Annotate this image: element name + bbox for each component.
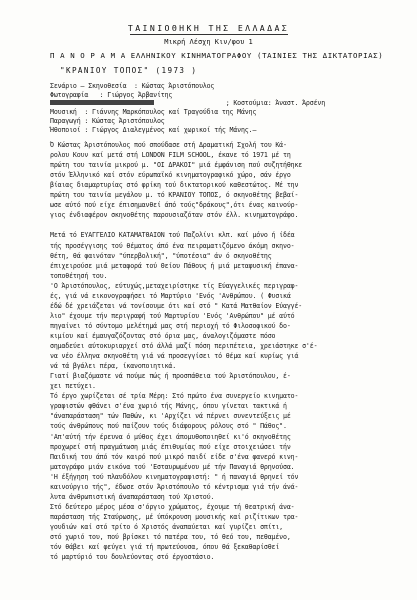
body-line: γουδιών καί στό τρίτο ό Χριστός άναπαύεται καί γυρίζει σπίτι, bbox=[50, 522, 284, 531]
body-line: βίαιας διαμαρτυρίας στό φρίκη τού δικτατορικού καθεστώτος. Μέ την bbox=[50, 181, 299, 190]
credit-line: Φωτογραφία : Γιώργος Άρβανίτης bbox=[50, 91, 173, 99]
body-line: τούς άνθρώπους πού παίζουν τούς διάφορους ρόλους στό " Πάθος". bbox=[50, 422, 287, 431]
archive-title: ΤΑΙΝΙΟΘΗΚΗ ΤΗΣ ΕΛΛΑΔΑΣ bbox=[127, 23, 290, 33]
body-line: χει πετύχει. bbox=[50, 382, 96, 391]
body-line: νά τά βγάλει πέρα, ίκανοποιητικά. bbox=[50, 362, 177, 371]
body-line: τόν θάβει καί φεύγει γιά τή πρωτεύουσα, όπου θά ξεκαθαρίσθεί bbox=[50, 543, 280, 551]
film-title: "ΚΡΑΝΙΟΥ ΤΟΠΟΣ" (1973 ) bbox=[60, 66, 198, 75]
body-line: λυτα άνθρωπιστική άναπαράσταση τού Χριστού. bbox=[50, 492, 215, 501]
credit-line: ; Κοστούμια: Άναστ. Άρσένη bbox=[50, 99, 326, 107]
body-line: 'Η έξήγηση τού πλαυδόλου κινηματογραφιστή: " ή παναγιά θρηνεί τόν bbox=[50, 472, 299, 481]
body-line: 'Απ'αύτή τήν έρευνα ό μύθος έχει άπομυθοποιηθεί κι'ό σκηνοθέτης bbox=[50, 432, 291, 441]
body-line: Γιατί βιαζόμαστε νά πούμε πώς ή προσπάθεια τού Άριστόπουλου, έ- bbox=[50, 372, 291, 381]
body-line: πρώτη του ταινία μικρού μ. "ΟΙ ΔΡΑΚΟΙ" μιά έμφάνιση πού συζητήθηκε bbox=[50, 161, 303, 170]
body-line: 'Ο Άριστόπουλος, εύτυχώς,μεταχειρίστηκε τίς Εύαγγελικές περιγραφ- bbox=[50, 281, 299, 290]
body-line: γιος ένδιαφέρον σκηνοθέτης παρουσιαζόταν στόν έλλ. κινηματογράφο. bbox=[50, 211, 299, 220]
body-line: ματογράφο μιάν εικόνα τού 'Εσταυρωμένου μέ τήν Παναγιά θρηνούσα. bbox=[50, 462, 295, 471]
body-line: Μετά τό ΕΥΑΓΓΕΛΙΟ ΚΑΤΑΜΑΤΘΑΙΟΝ τού Παζολίνι κλπ. καί μόνο ή ίδέα bbox=[50, 231, 295, 240]
club-subtitle: Μικρή Λέσχη Κιν/φου 1 bbox=[164, 38, 253, 46]
body-line: στό χωριό του, πού βρίσκει τό πατέρα του, τό θεό του, πεθαμένο, bbox=[50, 533, 291, 541]
body-line: τό μαρτύριό του δουλεύοντας στό έργοστάσιο. bbox=[50, 553, 215, 561]
body-line: Στό δεύτερο μέρος μέσα σ'όργιο χρώματος, έχουμε τή θεατρική άνα- bbox=[50, 502, 295, 511]
title-underline bbox=[130, 34, 288, 35]
body-line: παράσταση τής Σταύρωσης, μέ ύπόκρουση μουσικής καί ριζίτικων τρα- bbox=[50, 512, 299, 521]
body-line: προχωρεί στή πραγμάτωση μιάς έπιθυμίας πού είχε στοιχειώσει τήν bbox=[50, 442, 291, 451]
body-line: Παιδική του άπό τόν καιρό πού μικρό παιδί είδε σ'ένα φανερό κινη- bbox=[50, 452, 299, 461]
body-line: λιο" έχουμε τήν περιγραφή τού Μαρτυρίου 'Ενός 'Ανθρώπου" μέ αύτό bbox=[50, 311, 295, 320]
body-line: Τό έργο χωρίζεται σέ τρία Μέρη: Στό πρώτο ένα συνεργείο κινηματο- bbox=[50, 392, 299, 401]
body-line: ωσε αύτό πού είχε έπισημανθεί άπό τούς"δράκους",ότι ένας καινούρ- bbox=[50, 201, 299, 210]
credit-line: Σενάριο – Σκηνοθεσία : Κώστας Άριστόπουλος bbox=[50, 82, 215, 90]
program-heading: Π Α Ν Ο Ρ Α Μ Α ΕΛΛΗΝΙΚΟΥ ΚΙΝΗΜΑΤΟΓΡΑΦΟΥ (ΤΑΙΝΙΕΣ ΤΗΣ ΔΙΚΤΑΤΟΡΙΑΣ) bbox=[50, 51, 384, 60]
body-line: πηγαίνει τό σύντομο μελέτημά μας στή περιοχή τό Φιλοσοφικού δο- bbox=[50, 321, 291, 330]
body-line: σημαδεύει αύτοκυριαρχεί στό άλλά μαζί πόση περιπέτεια, χρειάστηκε σ'έ- bbox=[50, 342, 318, 350]
body-line: να νέο έλληνα σκηνοθέτη γιά νά προσεγγίσει τό θέμα καί κυρίως γιά bbox=[50, 352, 299, 361]
body-line: Ό Κώστας Άριστόπουλος πού σπούδασε στή Δραματική Σχολή του Κά- bbox=[50, 141, 287, 149]
body-line: τής προσέγγισης τού θέματος άπό ένα πειραματιζόμενο άκόμη σκηνο- bbox=[50, 241, 295, 250]
credit-line: Ήθοποιοί : Γιώργος Διαλεγμένος καί χωρικοί τής Μάνης.– bbox=[50, 126, 257, 134]
body-line: θέτη, θά φαινόταν "ύπερβολική", "ύποτέσια" άν ό σκηνοθέτης bbox=[50, 251, 272, 260]
credit-line: Μουσική : Γιάννης Μαρκόπουλος καί Τραγούδια της Μάνης bbox=[50, 108, 257, 116]
body-line: τοποθέτησή του. bbox=[50, 271, 108, 280]
body-line: κιμίου καί έμαυγαζόζοντας στό όρια μας, άναλογιζόμαστε πόσο bbox=[50, 332, 276, 340]
credit-line: Παραγωγή : Κώστας Άριστόπουλος bbox=[50, 117, 165, 125]
body-line: καινούργιο τής", έδωσε στόν Άριστόπουλο τό κέντρισμα γιά τήν άνά- bbox=[50, 482, 299, 491]
body-line: έπιχειρούσε μιά μεταφορά τού Θείου Πάθους ή μιά μεταφυσική έπανα- bbox=[50, 261, 299, 270]
body-line: ές, γιά νά εικονογραφήσει τό Μαρτύριο 'Ενός 'Ανθρώπου. ( Φυσικά bbox=[50, 291, 291, 300]
body-line: στόν Έλληνικό καί στόν εύρωπαϊκό κινηματογραφικό χώρο, σάν έργο bbox=[50, 171, 291, 180]
body-line: γραφιστών φθάνει σ'ένα χωριό τής Μάνης, όπου γίνεται τακτικά ή bbox=[50, 402, 287, 411]
body-line: έδώ δέ χρειάζεται νά τονίσουμε ότι καί στό " Κατά Ματθαίον Εύαγγέ- bbox=[50, 301, 303, 310]
body-line: ρολου Κουν καί μετά στή LONDON FILM SCHOOL, έκανε τό 1971 μέ τη bbox=[50, 151, 291, 160]
body-line: "άναπαράσταση" τών Παθών, κι 'Αρχίζει νά πέρνει συνεντεύξεις μέ bbox=[50, 412, 291, 421]
body-line: πρώτη του ταινία μεγάλου μ. τό ΚΡΑΝΙΟΥ ΤΟΠΟΣ, ό σκηνοθέτης βεβαί- bbox=[50, 191, 299, 200]
